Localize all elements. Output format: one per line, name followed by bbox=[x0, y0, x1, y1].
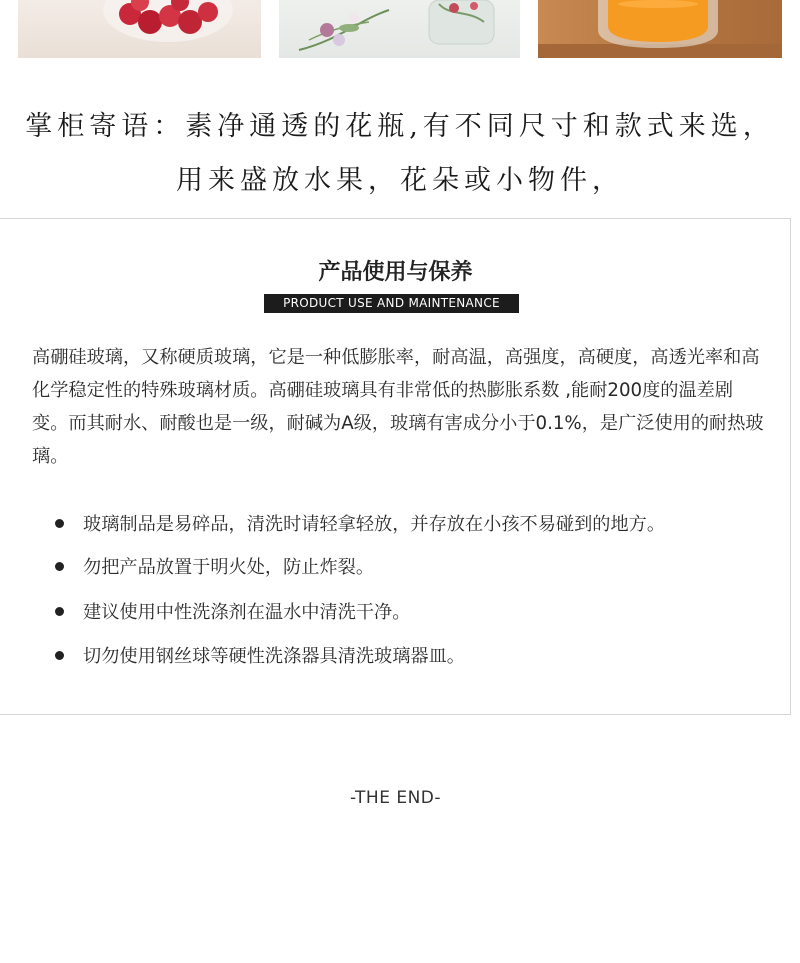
flower-vase-photo bbox=[279, 0, 520, 58]
care-tip-text: 勿把产品放置于明火处，防止炸裂。 bbox=[83, 557, 375, 578]
care-tip-text: 建议使用中性洗涤剂在温水中清洗干净。 bbox=[83, 602, 411, 623]
bullet-icon bbox=[55, 651, 64, 660]
section-subtitle-badge: PRODUCT USE AND MAINTENANCE bbox=[264, 294, 519, 313]
fruit-photo bbox=[18, 0, 261, 58]
shopkeeper-note-line-2: 用来盛放水果，花朵或小物件， bbox=[176, 165, 624, 196]
care-tip-text: 切勿使用钢丝球等硬性洗涤器具清洗玻璃器皿。 bbox=[83, 646, 465, 667]
care-tip bbox=[55, 510, 665, 538]
section-title: 产品使用与保养 bbox=[318, 260, 473, 285]
shopkeeper-note-line-1: 掌柜寄语：素净通透的花瓶,有不同尺寸和款式来选， bbox=[25, 111, 775, 142]
product-use-maintenance-section bbox=[0, 218, 791, 715]
bullet-icon bbox=[55, 607, 64, 616]
material-description: 高硼硅玻璃，又称硬质玻璃，它是一种低膨胀率，耐高温，高强度，高硬度，高透光率和高化学稳定性的特殊玻璃材质。高硼硅玻璃具有非常低的热膨胀系数 ,能耐200度的温差剧变。而其耐水、耐酸也是一级，耐碱为A级，玻璃有害成分小于0.1%，是广泛使用的耐热玻璃。 bbox=[32, 347, 764, 467]
bullet-icon bbox=[55, 519, 64, 528]
care-tip bbox=[55, 642, 465, 670]
care-tip bbox=[55, 598, 410, 626]
care-tip-text: 玻璃制品是易碎品，清洗时请轻拿轻放，并存放在小孩不易碰到的地方。 bbox=[83, 514, 666, 535]
the-end-label: -THE END- bbox=[349, 788, 442, 808]
product-photo-strip bbox=[0, 0, 800, 60]
bullet-icon bbox=[55, 562, 64, 571]
care-tip bbox=[55, 553, 374, 581]
juice-cup-photo bbox=[538, 0, 782, 58]
